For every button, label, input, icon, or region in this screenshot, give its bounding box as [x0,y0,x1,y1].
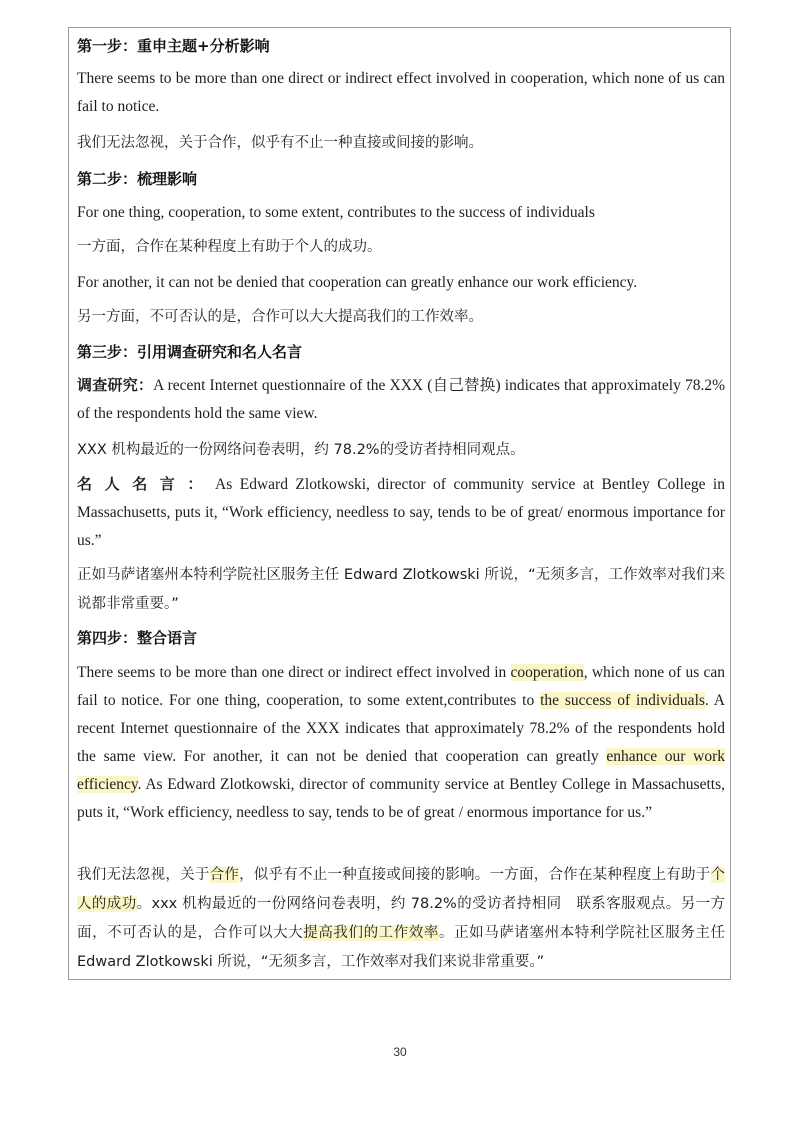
highlight-success-of-individuals: the success of individuals [540,692,705,709]
combined-chinese [77,861,725,977]
combined-en-text: . A recent Internet questionnaire of the XXX indicates that approximately 78.2% of the respondents hold the same view. For another, it can not be denied that cooperation can greatly [77,692,725,765]
combined-zh-text: 。xxx 机构最近的一份网络问卷表明，约 78.2%的受访者持相同 联系客服观点。另一方面，不可否认的是，合作可以大大 [77,896,726,941]
survey-label: 调查研究： [77,376,154,394]
combined-zh-text: 我们无法忽视，关于 [77,867,210,883]
page-number: 30 [393,1045,407,1059]
highlight-enhance-efficiency: enhance our work efficiency [77,748,725,793]
combined-en-text: There seems to be more than one direct or indirect effect involved in [77,664,511,681]
highlight-cooperation: cooperation [510,664,584,681]
quote-english: As Edward Zlotkowski, director of community service at Bentley College in Massachusetts, puts it, “Work efficiency, needless to say, tends to be of great/ enormous importance for us.” [77,476,725,549]
step2-chinese-2: 另一方面，不可否认的是，合作可以大大提高我们的工作效率。 [77,309,483,325]
step2-english-2: For another, it can not be denied that cooperation can greatly enhance our work efficiency. [77,274,638,291]
step3-heading: 第三步：引用调查研究和名人名言 [77,343,303,361]
step2-english-1: For one thing, cooperation, to some extent, contributes to the success of individuals [77,204,595,221]
quote-chinese: 正如马萨诸塞州本特利学院社区服务主任 Edward Zlotkowski 所说，“无须多言，工作效率对我们来说都非常重要。” [77,567,725,612]
step2-heading: 第二步：梳理影响 [77,170,198,188]
highlight-hezuo: 合作 [209,867,240,883]
highlight-geren-chenggong: 个人的成功 [77,867,726,912]
combined-zh-text: 。正如马萨诸塞州本特利学院社区服务主任 Edward Zlotkowski 所说，“无须多言，工作效率对我们来说非常重要。” [77,925,725,970]
combined-english [77,659,725,827]
step1-chinese: 我们无法忽视，关于合作，似乎有不止一种直接或间接的影响。 [77,135,483,151]
step2-chinese-1: 一方面，合作在某种程度上有助于个人的成功。 [77,239,382,255]
survey-paragraph [77,371,725,428]
survey-english: A recent Internet questionnaire of the XXX (自己替换) indicates that approximately 78.2% of the respondents hold the same view. [77,377,725,422]
combined-zh-text: ，似乎有不止一种直接或间接的影响。一方面，合作在某种程度上有助于 [239,867,711,883]
step1-english: There seems to be more than one direct or indirect effect involved in cooperation, which none of us can fail to notice. [77,70,725,115]
quote-paragraph [77,470,725,555]
survey-chinese: XXX 机构最近的一份网络问卷表明，约 78.2%的受访者持相同观点。 [77,442,525,458]
combined-en-text: , which none of us can fail to notice. For one thing, cooperation, to some extent,contributes to [77,664,725,709]
step1-heading: 第一步：重申主题+分析影响 [77,37,270,55]
highlight-gongzuo-xiaolv: 提高我们的工作效率 [303,925,439,941]
combined-en-text: . As Edward Zlotkowski, director of community service at Bentley College in Massachusetts, puts it, “Work efficiency, needless to say, tends to be of great / enormous importance for us.” [77,776,725,821]
quote-label: 名人名言： [77,475,216,493]
step4-heading: 第四步：整合语言 [77,629,198,647]
